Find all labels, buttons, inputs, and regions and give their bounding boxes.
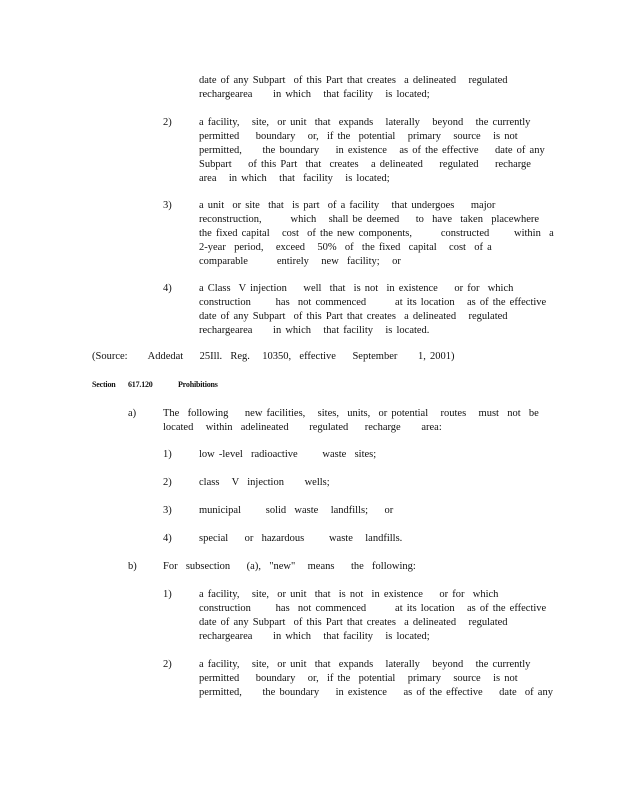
item-number: 4) [163, 283, 172, 294]
text-line: construction has not commenced at its location as of the effective [199, 297, 547, 308]
item-number: 2) [163, 117, 172, 128]
list-item: class V injection wells; [199, 477, 330, 488]
section-title: Prohibitions [178, 380, 218, 389]
item-number: 3) [163, 200, 172, 211]
text-line: date of any Subpart of this Part that creates a delineated regulated [199, 75, 508, 86]
source-note: (Source: Addedat 25Ill. Reg. 10350, effective September 1, 2001) [92, 351, 455, 362]
text-line: a Class V injection well that is not in existence or for which [199, 283, 514, 294]
text-line: area in which that facility is located; [199, 173, 390, 184]
text-line: a facility, site, or unit that expands laterally beyond the currently [199, 659, 531, 670]
text-line: The following new facilities, sites, units, or potential routes must not be [163, 408, 539, 419]
item-number: 2) [163, 659, 172, 670]
text-line: a facility, site, or unit that expands laterally beyond the currently [199, 117, 531, 128]
text-line: date of any Subpart of this Part that creates a delineated regulated [199, 311, 508, 322]
item-number: 4) [163, 533, 172, 544]
text-line: permitted, the boundary in existence as of the effective date of any [199, 687, 553, 698]
section-number: 617.120 [128, 380, 153, 389]
text-line: permitted, the boundary in existence as of the effective date of any [199, 145, 545, 156]
text-line: For subsection (a), "new" means the following: [163, 561, 416, 572]
text-line: date of any Subpart of this Part that creates a delineated regulated [199, 617, 508, 628]
text-line: permitted boundary or, if the potential primary source is not [199, 131, 518, 142]
text-line: reconstruction, which shall be deemed to have taken placewhere [199, 214, 540, 225]
item-number: 1) [163, 589, 172, 600]
text-line: 2-year period, exceed 50% of the fixed capital cost of a [199, 242, 492, 253]
list-item: low -level radioactive waste sites; [199, 449, 377, 460]
text-line: rechargearea in which that facility is located. [199, 325, 430, 336]
list-item: municipal solid waste landfills; or [199, 505, 394, 516]
text-line: located within adelineated regulated recharge area: [163, 422, 442, 433]
section-label: Section [92, 380, 116, 389]
text-line: Subpart of this Part that creates a delineated regulated recharge [199, 159, 531, 170]
item-number: 3) [163, 505, 172, 516]
list-item: special or hazardous waste landfills. [199, 533, 403, 544]
text-line: a unit or site that is part of a facility that undergoes major [199, 200, 496, 211]
item-number: 1) [163, 449, 172, 460]
text-line: rechargearea in which that facility is located; [199, 631, 430, 642]
item-number: 2) [163, 477, 172, 488]
text-line: rechargearea in which that facility is located; [199, 89, 430, 100]
subsection-letter: b) [128, 561, 137, 572]
text-line: a facility, site, or unit that is not in existence or for which [199, 589, 499, 600]
subsection-letter: a) [128, 408, 137, 419]
text-line: the fixed capital cost of the new components, constructed within a [199, 228, 554, 239]
text-line: construction has not commenced at its location as of the effective [199, 603, 547, 614]
text-line: comparable entirely new facility; or [199, 256, 401, 267]
text-line: permitted boundary or, if the potential primary source is not [199, 673, 518, 684]
